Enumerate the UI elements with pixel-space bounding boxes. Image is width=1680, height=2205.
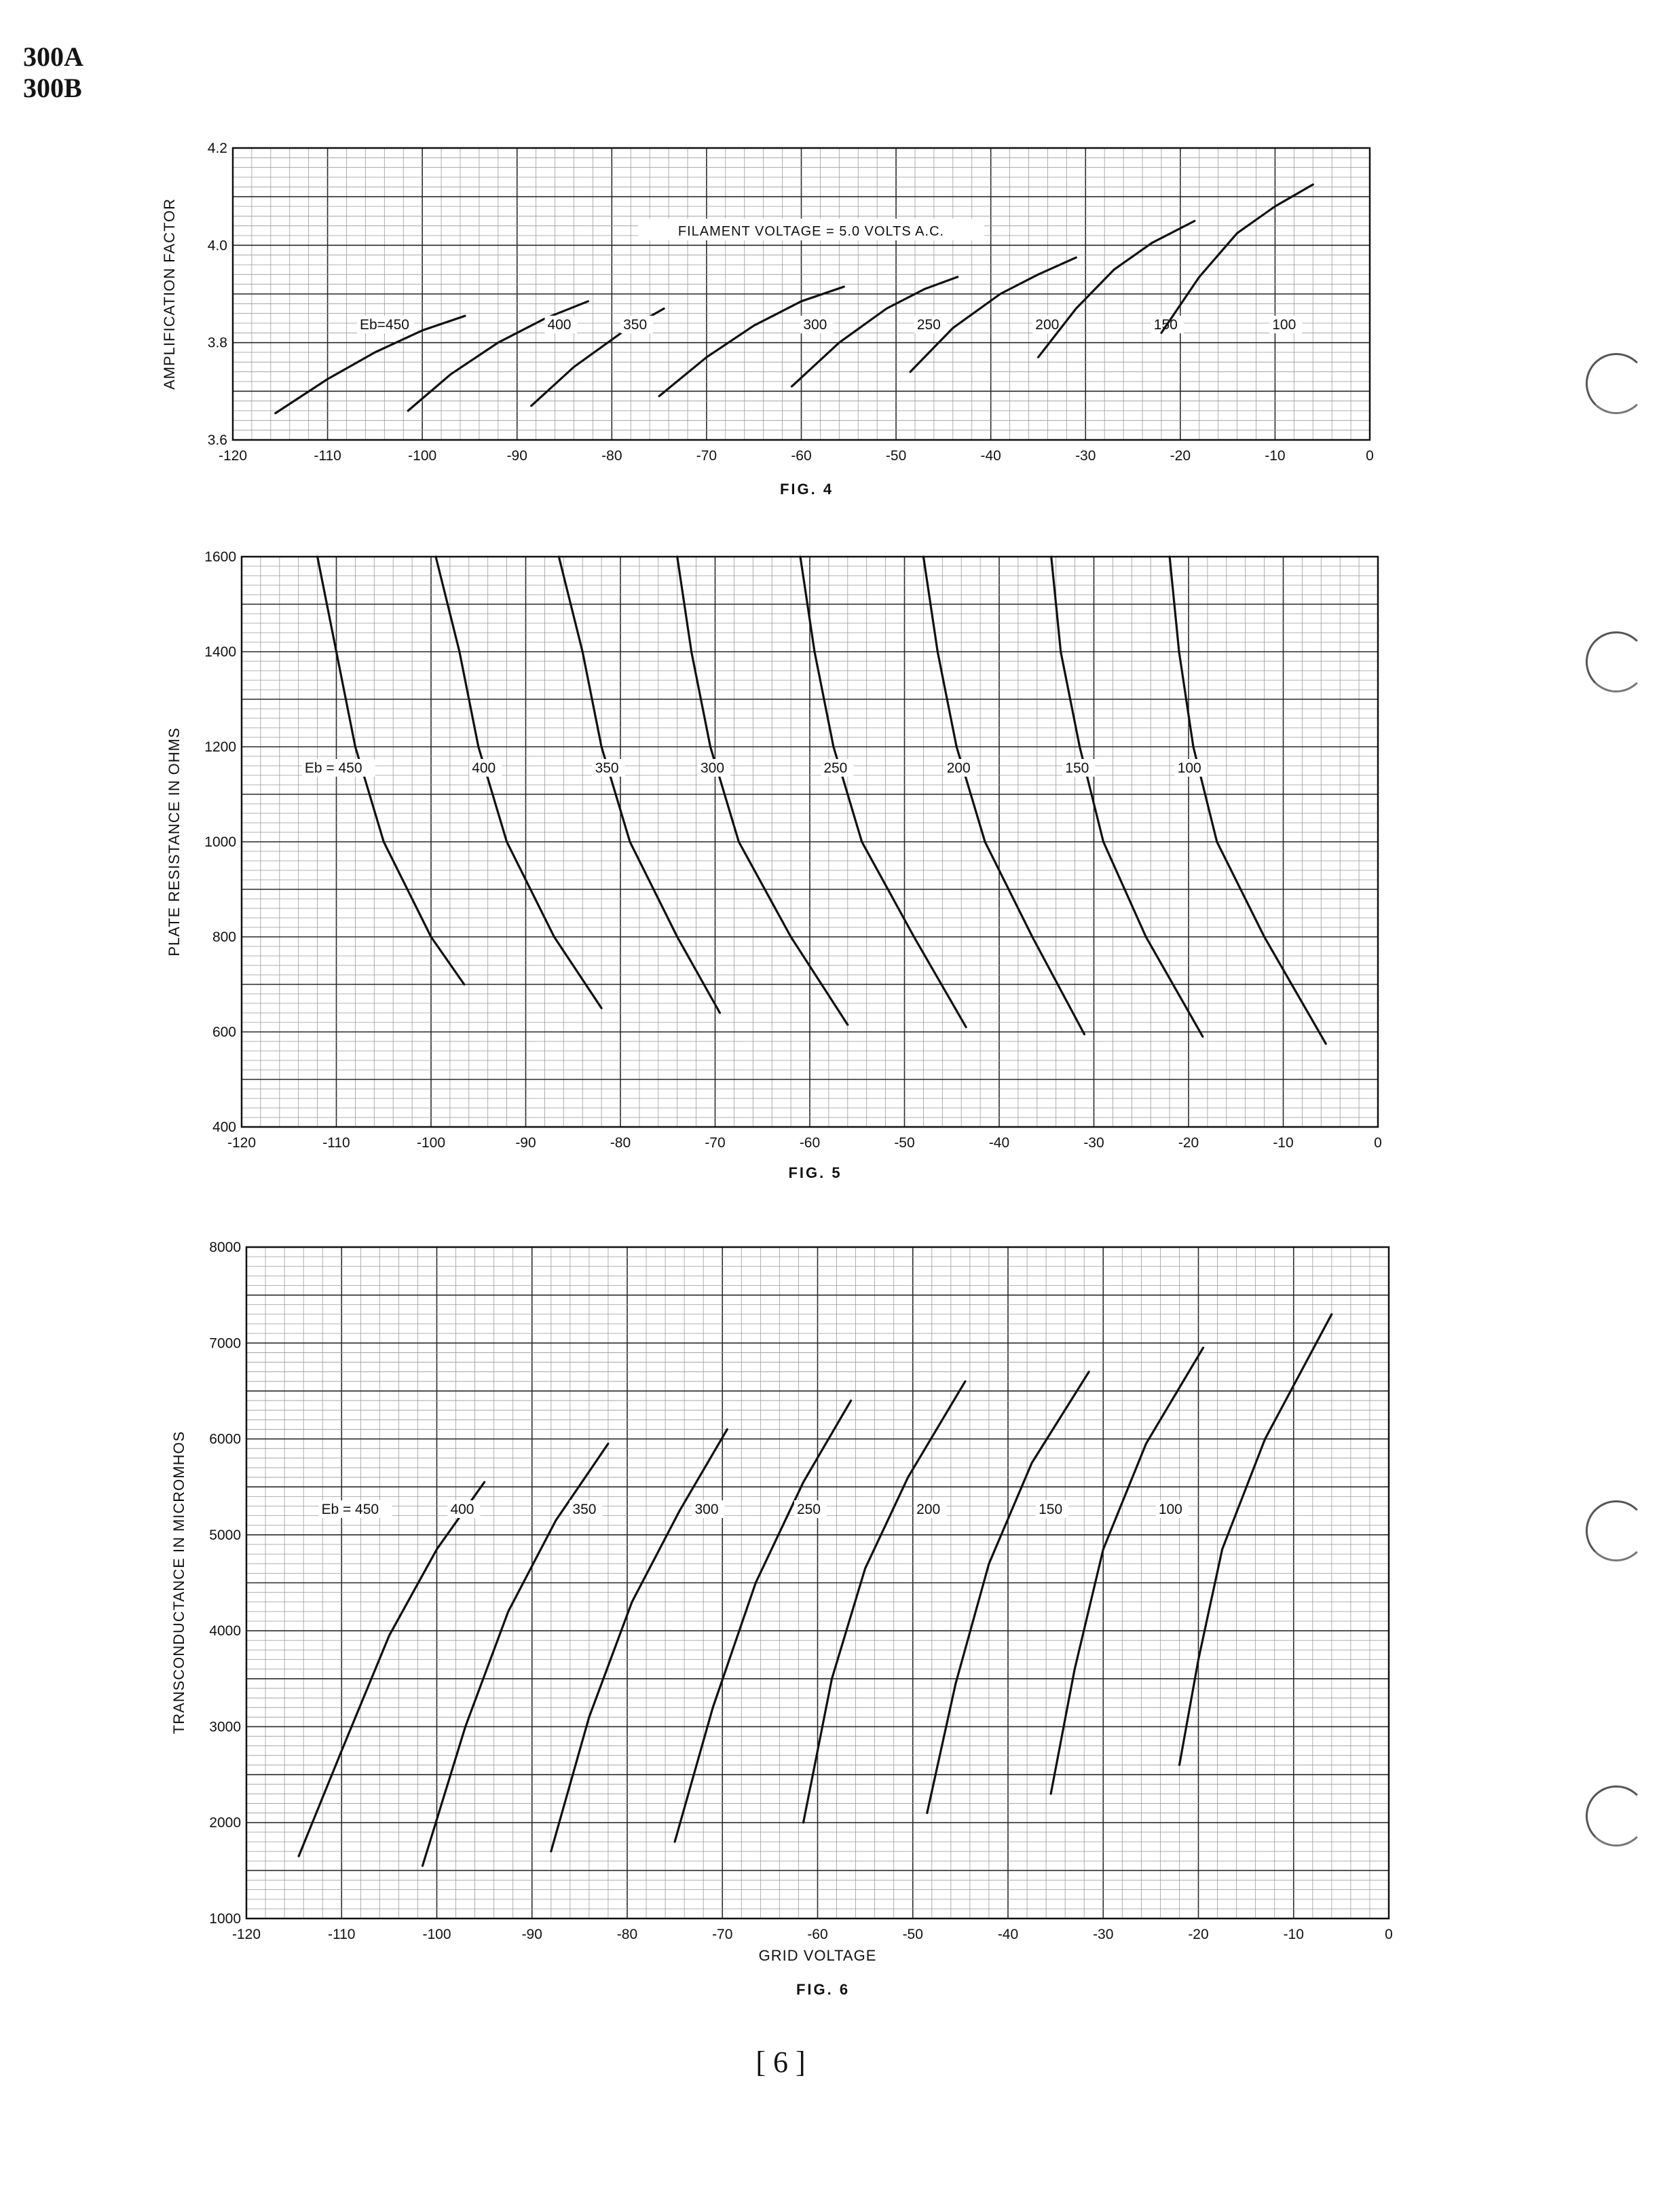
curve-label: 350 (595, 760, 619, 776)
curve-label: 300 (803, 317, 827, 333)
chart-fig-5 (166, 549, 1382, 1181)
x-tick-label: 0 (1366, 448, 1374, 464)
curve-label: 400 (547, 317, 572, 333)
x-tick-label: -40 (980, 448, 1001, 464)
x-tick-label: -40 (997, 1927, 1019, 1942)
chart-fig-6 (170, 1240, 1393, 1998)
curve-label: 100 (1158, 1502, 1182, 1517)
curve-label: Eb=450 (359, 317, 409, 333)
x-tick-label: -120 (218, 448, 248, 464)
y-tick-label: 3.8 (207, 335, 227, 351)
x-tick-label: -80 (601, 448, 622, 464)
filament-voltage-note (638, 219, 984, 240)
x-tick-label: -120 (227, 1135, 257, 1151)
x-tick-label: -50 (894, 1135, 915, 1151)
svg-text:FILAMENT VOLTAGE = 5.0 VOLTS A: FILAMENT VOLTAGE = 5.0 VOLTS A.C. (677, 224, 945, 239)
y-tick-label: 4.0 (207, 238, 227, 254)
x-tick-label: -110 (322, 1135, 350, 1151)
curve-label: 350 (623, 317, 648, 333)
y-tick-label: 5000 (209, 1527, 241, 1543)
x-tick-label: -30 (1093, 1927, 1114, 1942)
x-tick-label: -90 (515, 1135, 536, 1151)
y-tick-label: 1600 (204, 549, 236, 565)
x-tick-label: -30 (1075, 448, 1096, 464)
binder-hole-4 (1586, 1785, 1647, 1847)
x-tick-label: -10 (1283, 1927, 1304, 1942)
series-line (1051, 557, 1203, 1037)
y-tick-label: 8000 (209, 1240, 241, 1255)
y-axis-title: AMPLIFICATION FACTOR (161, 198, 178, 390)
y-axis-title: TRANSCONDUCTANCE IN MICROMHOS (170, 1430, 187, 1735)
x-tick-label: -70 (712, 1927, 733, 1942)
curve-label: 100 (1177, 760, 1201, 776)
curve-label: 250 (823, 760, 848, 776)
series-eb-450 (276, 316, 465, 413)
x-tick-label: -70 (705, 1135, 726, 1151)
y-tick-label: 2000 (209, 1815, 241, 1831)
x-tick-label: -100 (422, 1927, 451, 1942)
chart-fig-4 (161, 141, 1374, 498)
x-tick-label: -100 (416, 1135, 446, 1151)
series-eb-100 (1170, 557, 1326, 1044)
tube-type-300a: 300A (23, 41, 83, 72)
series-eb-200 (923, 557, 1084, 1035)
x-tick-label: -90 (521, 1927, 542, 1942)
x-tick-label: -100 (408, 448, 437, 464)
x-tick-label: -10 (1265, 448, 1286, 464)
series-line (800, 557, 966, 1027)
y-axis-title: PLATE RESISTANCE IN OHMS (166, 727, 183, 957)
x-tick-label: -50 (902, 1927, 923, 1942)
y-tick-label: 3.6 (207, 432, 227, 448)
series-eb-300 (659, 286, 844, 396)
curve-label: 150 (1153, 317, 1178, 333)
series-line (923, 557, 1084, 1035)
y-tick-label: 1000 (204, 834, 236, 850)
page-number: [ 6 ] (755, 2045, 806, 2079)
series-eb-150 (1051, 557, 1203, 1037)
x-tick-label: 0 (1374, 1135, 1382, 1151)
curve-label: Eb = 450 (321, 1502, 379, 1517)
figure-caption: FIG. 4 (779, 481, 834, 498)
curve-label: 150 (1065, 760, 1089, 776)
tube-type-300b: 300B (23, 73, 82, 103)
series-line (1039, 221, 1195, 358)
y-tick-label: 3000 (209, 1719, 241, 1735)
y-tick-label: 7000 (209, 1335, 241, 1352)
y-tick-label: 400 (212, 1119, 236, 1135)
y-tick-label: 4.2 (207, 141, 227, 156)
x-tick-label: -20 (1188, 1927, 1209, 1942)
curve-label: 300 (694, 1502, 719, 1517)
binder-hole-2 (1586, 631, 1647, 692)
x-tick-label: -40 (988, 1135, 1010, 1151)
x-tick-label: -60 (799, 1135, 821, 1151)
x-tick-label: -120 (231, 1927, 261, 1942)
y-tick-label: 800 (212, 929, 236, 945)
binder-hole-1 (1586, 353, 1647, 414)
series-line (659, 286, 844, 396)
curve-label: 150 (1039, 1502, 1063, 1517)
x-tick-label: -20 (1178, 1135, 1199, 1151)
series-line (677, 557, 848, 1025)
grid (242, 557, 1378, 1127)
x-tick-label: -80 (610, 1135, 631, 1151)
curve-label: 200 (1035, 317, 1060, 333)
curve-label: 400 (472, 760, 496, 776)
series-eb-300 (677, 557, 848, 1025)
y-tick-label: 6000 (209, 1431, 241, 1447)
x-tick-label: -90 (506, 448, 527, 464)
series-eb-150 (1038, 221, 1195, 357)
curve-label: Eb = 450 (304, 760, 362, 776)
curve-label: 200 (916, 1502, 941, 1517)
figure-caption: FIG. 5 (788, 1164, 842, 1181)
curve-label: 300 (700, 760, 725, 776)
x-tick-label: -20 (1170, 448, 1191, 464)
grid (233, 148, 1370, 440)
x-tick-label: -110 (328, 1927, 356, 1942)
curve-label: 250 (796, 1502, 821, 1517)
x-tick-label: -30 (1083, 1135, 1104, 1151)
series-eb-450 (302, 557, 464, 984)
curve-label: 200 (946, 760, 971, 776)
x-tick-label: -60 (807, 1927, 828, 1942)
figure-caption: FIG. 6 (796, 1981, 851, 1998)
y-tick-label: 1200 (204, 739, 236, 755)
x-tick-label: -10 (1273, 1135, 1294, 1151)
x-tick-label: -50 (885, 448, 907, 464)
curve-label: 100 (1272, 317, 1296, 333)
y-tick-label: 4000 (209, 1623, 241, 1639)
binder-hole-3 (1586, 1500, 1647, 1561)
series-eb-250 (800, 557, 966, 1027)
x-tick-label: -60 (791, 448, 812, 464)
y-tick-label: 600 (212, 1024, 236, 1040)
y-tick-label: 1400 (204, 644, 236, 660)
curve-label: 400 (450, 1502, 474, 1517)
x-tick-label: -110 (314, 448, 341, 464)
x-tick-label: 0 (1385, 1927, 1393, 1942)
x-axis-title: GRID VOLTAGE (758, 1947, 877, 1964)
y-tick-label: 1000 (209, 1911, 241, 1927)
curve-label: 250 (916, 317, 941, 333)
curve-label: 350 (572, 1502, 597, 1517)
x-tick-label: -80 (616, 1927, 638, 1942)
x-tick-label: -70 (696, 448, 717, 464)
